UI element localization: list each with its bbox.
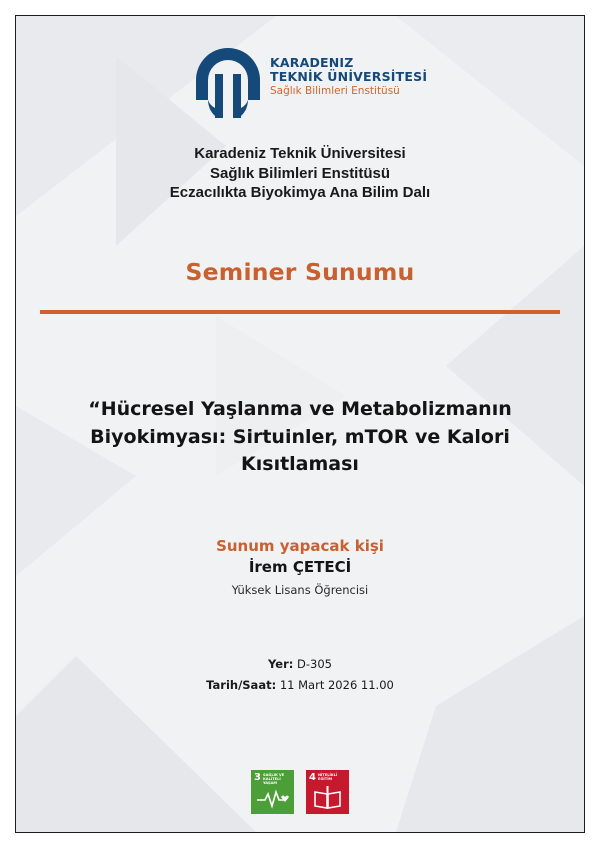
datetime-value: 11 Mart 2026 11.00 (279, 678, 394, 692)
sdg-3-badge (251, 770, 294, 814)
logo-line-2: TEKNİK ÜNİVERSİTESİ (270, 69, 428, 84)
seminar-title: “Hücresel Yaşlanma ve Metabolizmanın Biyokimyası: Sirtuinler, mTOR ve Kalori Kısıtlaması (88, 398, 512, 475)
logo-line-1: KARADENIZ (270, 55, 354, 70)
place-value: D-305 (297, 657, 332, 671)
sdg-4-badge (306, 770, 349, 814)
sdg-4-number: 4 (309, 772, 316, 783)
heading-divider (40, 310, 560, 314)
institution-block (16, 144, 584, 203)
heartbeat-icon (251, 770, 294, 814)
seminar-heading: Seminer Sunumu (185, 258, 415, 286)
sdg-3-caption: SAĞLIK VE KALİTELİ YAŞAM (263, 773, 285, 786)
presenter-role: Yüksek Lisans Öğrencisi (231, 583, 369, 597)
institution-line-3: Eczacılıkta Biyokimya Ana Bilim Dalı (169, 184, 431, 201)
book-icon (306, 770, 349, 814)
logo-line-3: Sağlık Bilimleri Enstitüsü (270, 85, 400, 97)
presenter-name: İrem ÇETECİ (248, 558, 352, 576)
presenter-label: Sunum yapacak kişi (216, 537, 384, 555)
sdg-4-caption: NİTELİKLİ EĞİTİM (318, 773, 338, 782)
datetime-row (16, 678, 584, 692)
place-label: Yer: (268, 657, 294, 671)
institution-line-1: Karadeniz Teknik Üniversitesi (194, 145, 406, 162)
logo-wordmark (270, 56, 427, 99)
institution-line-2: Sağlık Bilimleri Enstitüsü (209, 164, 391, 182)
place-row (16, 657, 584, 671)
ktu-emblem-icon (190, 44, 266, 128)
university-logo (190, 44, 430, 128)
poster-page (15, 15, 585, 833)
datetime-label: Tarih/Saat: (206, 678, 277, 692)
sdg-3-number: 3 (254, 772, 261, 783)
